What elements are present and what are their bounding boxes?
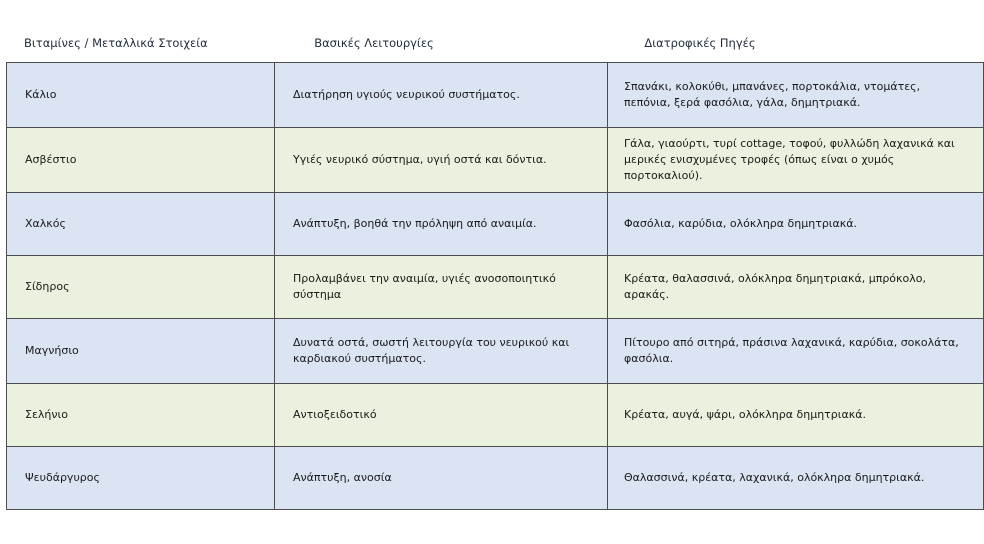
nutrient-cell: Μαγνήσιο	[7, 319, 275, 384]
nutrient-cell: Σελήνιο	[7, 384, 275, 447]
header-sources: Διατροφικές Πηγές	[644, 36, 756, 50]
sources-cell: Κρέατα, αυγά, ψάρι, ολόκληρα δημητριακά.	[608, 384, 984, 447]
table-row	[7, 193, 984, 256]
nutrient-cell: Ασβέστιο	[7, 128, 275, 193]
table-row	[7, 63, 984, 128]
function-cell: Αντιοξειδοτικό	[275, 384, 608, 447]
sources-cell: Πίτουρο από σιτηρά, πράσινα λαχανικά, καρύδια, σοκολάτα, φασόλια.	[608, 319, 984, 384]
table-row	[7, 384, 984, 447]
sources-cell: Φασόλια, καρύδια, ολόκληρα δημητριακά.	[608, 193, 984, 256]
header-nutrient: Βιταμίνες / Μεταλλικά Στοιχεία	[24, 36, 208, 50]
function-cell: Υγιές νευρικό σύστημα, υγιή οστά και δόντια.	[275, 128, 608, 193]
function-cell: Ανάπτυξη, ανοσία	[275, 447, 608, 510]
table-row	[7, 128, 984, 193]
function-cell: Δυνατά οστά, σωστή λειτουργία του νευρικού και καρδιακού συστήματος.	[275, 319, 608, 384]
table-header-row	[8, 36, 888, 58]
table-row	[7, 447, 984, 510]
function-cell: Προλαμβάνει την αναιμία, υγιές ανοσοποιητικό σύστημα	[275, 256, 608, 319]
nutrient-cell: Κάλιο	[7, 63, 275, 128]
sources-cell: Γάλα, γιαούρτι, τυρί cottage, τοφού, φυλλώδη λαχανικά και μερικές ενισχυμένες τροφές (όπως είναι ο χυμός πορτοκαλιού).	[608, 128, 984, 193]
nutrient-cell: Χαλκός	[7, 193, 275, 256]
function-cell: Ανάπτυξη, βοηθά την πρόληψη από αναιμία.	[275, 193, 608, 256]
sources-cell: Σπανάκι, κολοκύθι, μπανάνες, πορτοκάλια, ντομάτες, πεπόνια, ξερά φασόλια, γάλα, δημητριακά.	[608, 63, 984, 128]
header-function: Βασικές Λειτουργίες	[314, 36, 434, 50]
nutrients-table	[6, 62, 984, 510]
table-row	[7, 256, 984, 319]
sources-cell: Θαλασσινά, κρέατα, λαχανικά, ολόκληρα δημητριακά.	[608, 447, 984, 510]
sources-cell: Κρέατα, θαλασσινά, ολόκληρα δημητριακά, μπρόκολο, αρακάς.	[608, 256, 984, 319]
nutrient-cell: Ψευδάργυρος	[7, 447, 275, 510]
function-cell: Διατήρηση υγιούς νευρικού συστήματος.	[275, 63, 608, 128]
nutrient-cell: Σίδηρος	[7, 256, 275, 319]
table-row	[7, 319, 984, 384]
